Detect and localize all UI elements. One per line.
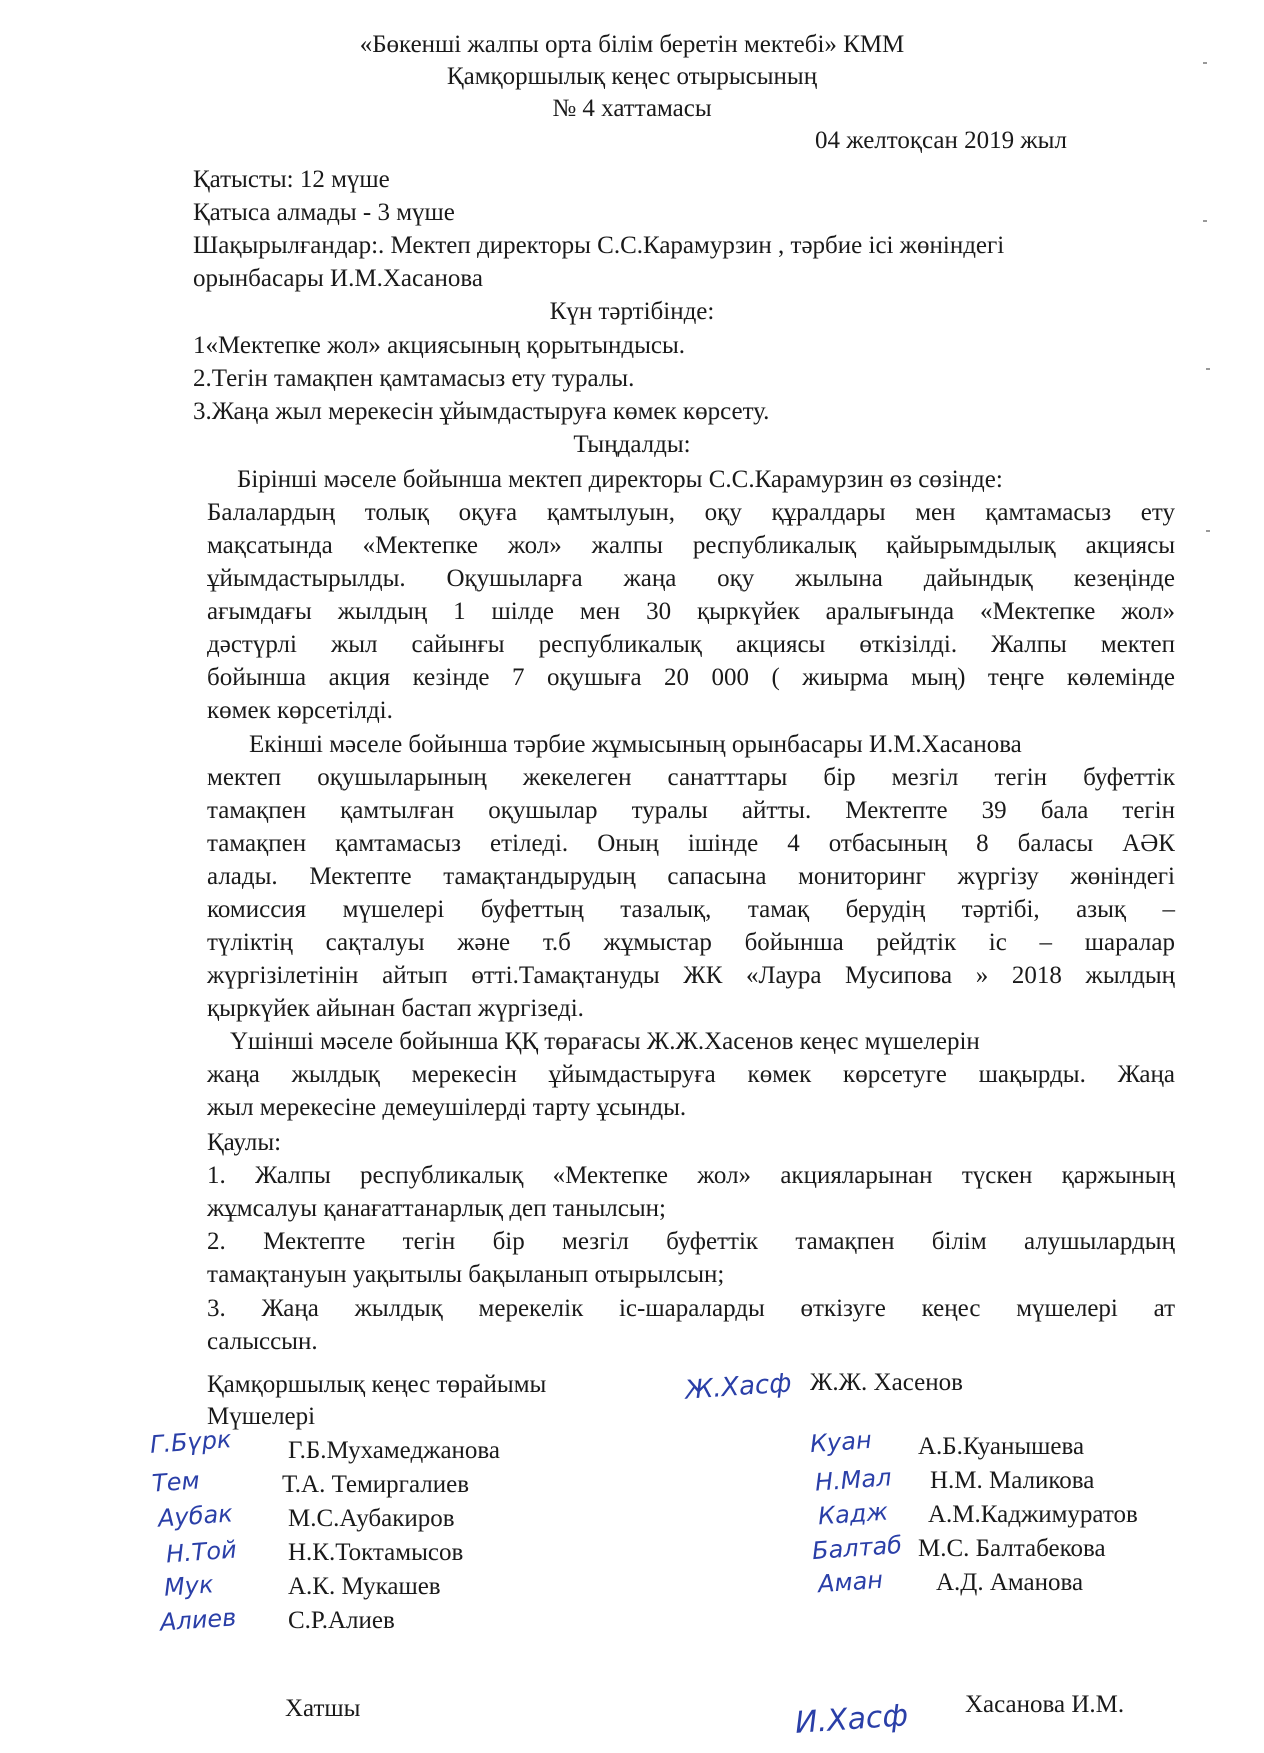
decision-title: Қаулы:	[207, 1129, 282, 1156]
agenda-item: 3.Жаңа жыл мерекесін ұйымдастыруға көмек көрсету.	[193, 398, 770, 425]
agenda-item: 1«Мектепке жол» акциясының қорытындысы.	[193, 332, 686, 359]
paragraph-line: бойынша акция кезінде 7 оқушыға 20 000 ( жиырма мың) теңге көлемінде	[207, 664, 1175, 691]
invited-line-1: Шақырылғандар:. Мектеп директоры С.С.Карамурзин , тәрбие ісі жөніндегі	[193, 232, 1005, 259]
member-signature: Г.Бүрк	[149, 1425, 233, 1459]
paragraph-line: жыл мерекесіне демеушілерді тарту ұсынды.	[207, 1094, 687, 1121]
secretary-name: Хасанова И.М.	[965, 1691, 1125, 1718]
protocol-date: 04 желтоқсан 2019 жыл	[815, 127, 1067, 154]
paragraph-line: жаңа жылдық мерекесін ұйымдастыруға көмек көрсетуге шақырды. Жаңа	[207, 1061, 1175, 1088]
heard-title: Тыңдалды:	[573, 431, 691, 458]
present-count: Қатысты: 12 мүше	[193, 166, 390, 193]
agenda-item: 2.Тегін тамақпен қамтамасыз ету туралы.	[193, 365, 635, 392]
paragraph-line: тамақпен қамтамасыз етіледі. Оның ішінде 4 отбасының 8 баласы АӘК	[207, 830, 1175, 857]
scan-speck	[1203, 62, 1207, 64]
member-name: Н.К.Токтамысов	[288, 1539, 464, 1566]
scan-speck	[1206, 368, 1210, 370]
member-signature: Балтаб	[811, 1530, 903, 1566]
member-name: Т.А. Темиргалиев	[282, 1471, 470, 1498]
paragraph-line: қыркүйек айынан бастап жүргізеді.	[207, 995, 584, 1022]
decision-line: 1. Жалпы республикалық «Мектепке жол» акцияларынан түскен қаржының	[207, 1162, 1175, 1189]
member-signature: Мук	[163, 1570, 215, 1602]
paragraph-line: ұйымдастырылды. Оқушыларға жаңа оқу жылына дайындық кезеңінде	[207, 565, 1175, 592]
paragraph-line: Балалардың толық оқуға қамтылуын, оқу құралдары мен қамтамасыз ету	[207, 499, 1175, 526]
member-name: Г.Б.Мухамеджанова	[288, 1437, 500, 1464]
meeting-title: Қамқоршылық кеңес отырысының	[446, 63, 818, 90]
chair-name: Ж.Ж. Хасенов	[810, 1369, 963, 1396]
member-name: А.К. Мукашев	[288, 1573, 441, 1600]
agenda-title: Күн тәртібінде:	[549, 298, 715, 325]
decision-line: 3. Жаңа жылдық мерекелік іс-шараларды өткізуге кеңес мүшелері ат	[207, 1295, 1175, 1322]
paragraph-line: ағымдағы жылдың 1 шілде мен 30 қыркүйек аралығында «Мектепке жол»	[207, 598, 1175, 625]
paragraph-line: көмек көрсетілді.	[207, 697, 393, 724]
paragraph-line: түліктің сақталуы және т.б жұмыстар бойынша рейдтік іс – шаралар	[207, 929, 1175, 956]
member-signature: Н.Той	[165, 1535, 238, 1569]
secretary-signature: И.Хасф	[793, 1698, 910, 1741]
member-signature: Н.Мал	[814, 1463, 893, 1497]
member-name: А.Б.Куанышева	[918, 1433, 1085, 1460]
member-signature: Куан	[809, 1425, 873, 1459]
chair-label: Қамқоршылық кеңес төрайымы	[207, 1371, 547, 1398]
paragraph-line: тамақпен қамтылған оқушылар туралы айтты. Мектепте 39 бала тегін	[207, 797, 1175, 824]
paragraph-line: мақсатында «Мектепке жол» жалпы республикалық қайырымдылық акциясы	[207, 532, 1175, 559]
org-title: «Бөкенші жалпы орта білім беретін мектебі» КММ	[359, 31, 905, 58]
decision-line: салыссын.	[207, 1328, 318, 1355]
chair-signature: Ж.Хасф	[684, 1368, 793, 1406]
paragraph-line: Бірінші мәселе бойынша мектеп директоры С.С.Карамурзин өз сөзінде:	[237, 466, 1003, 493]
paragraph-line: мектеп оқушыларының жекелеген санатттары бір мезгіл тегін буфеттік	[207, 764, 1175, 791]
absent-count: Қатыса алмады - 3 мүше	[193, 199, 455, 226]
member-signature: Кадж	[817, 1497, 889, 1531]
scan-speck	[1206, 530, 1210, 532]
member-name: Н.М. Маликова	[930, 1467, 1095, 1494]
member-name: А.М.Каджимуратов	[928, 1501, 1138, 1528]
member-name: С.Р.Алиев	[288, 1607, 395, 1634]
invited-line-2: орынбасары И.М.Хасанова	[193, 265, 483, 292]
member-name: А.Д. Аманова	[936, 1569, 1084, 1596]
members-label: Мүшелері	[207, 1403, 316, 1430]
member-name: М.С. Балтабекова	[918, 1535, 1106, 1562]
paragraph-line: жүргізілетінін айтып өтті.Тамақтануды ЖК «Лаура Мусипова » 2018 жылдың	[207, 962, 1175, 989]
paragraph-line: комиссия мүшелері буфеттың тазалық, тамақ берудің тәртібі, азық –	[207, 896, 1175, 923]
member-signature: Аубак	[157, 1499, 234, 1533]
scan-speck	[1203, 220, 1207, 222]
paragraph-line: дәстүрлі жыл сайынғы республикалық акциясы өткізілді. Жалпы мектеп	[207, 631, 1175, 658]
protocol-number: № 4 хаттамасы	[552, 95, 712, 122]
member-name: М.С.Аубакиров	[288, 1505, 455, 1532]
decision-line: тамақтануын уақытылы бақыланып отырылсын;	[207, 1261, 725, 1288]
paragraph-line: Үшінші мәселе бойынша ҚҚ төрағасы Ж.Ж.Хасенов кеңес мүшелерін	[230, 1028, 980, 1055]
decision-line: жұмсалуы қанағаттанарлық деп танылсын;	[207, 1195, 666, 1222]
member-signature: Алиев	[159, 1603, 238, 1637]
secretary-label: Хатшы	[285, 1695, 361, 1722]
paragraph-line: алады. Мектепте тамақтандырудың сапасына мониторинг жүргізу жөніндегі	[207, 863, 1175, 890]
paragraph-line: Екінші мәселе бойынша тәрбие жұмысының орынбасары И.М.Хасанова	[249, 731, 1022, 758]
member-signature: Тем	[151, 1466, 201, 1498]
decision-line: 2. Мектепте тегін бір мезгіл буфеттік тамақпен білім алушылардың	[207, 1228, 1175, 1255]
member-signature: Аман	[817, 1565, 884, 1599]
